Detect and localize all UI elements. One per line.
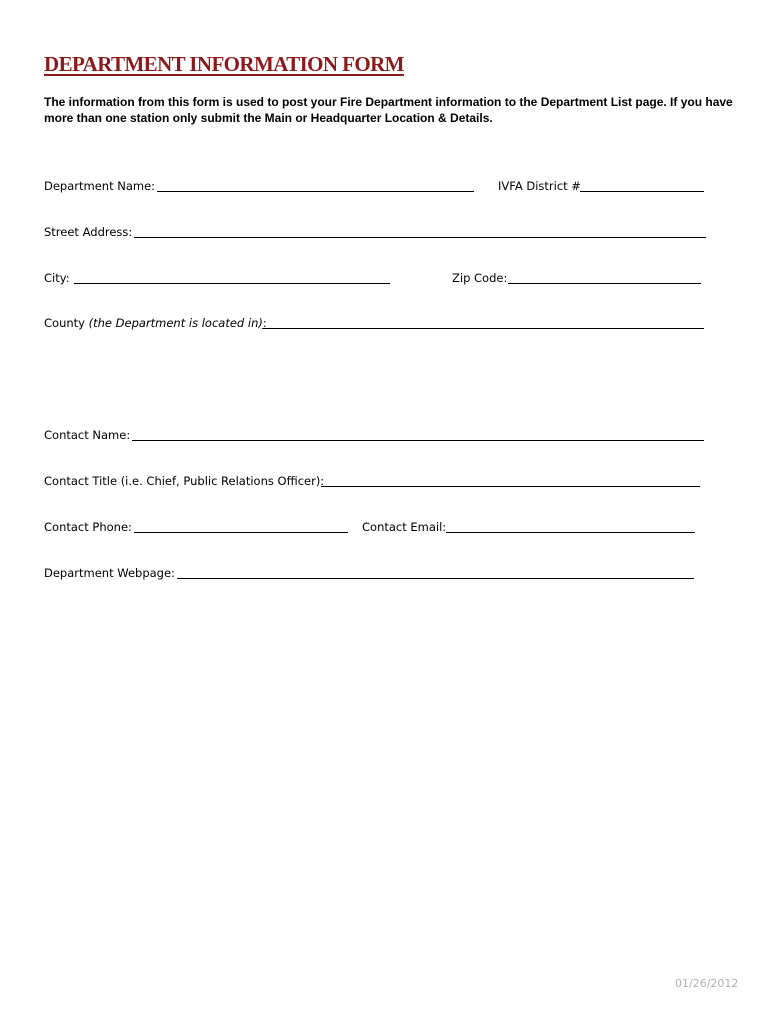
contact-phone-field[interactable] [134, 519, 348, 533]
page-title: DEPARTMENT INFORMATION FORM [44, 52, 404, 76]
county-field[interactable] [262, 315, 704, 329]
contact-email-label: Contact Email: [362, 520, 447, 534]
county-label-colon: : [262, 316, 267, 330]
department-webpage-field[interactable] [177, 565, 694, 579]
footer-date: 01/26/2012 [675, 977, 739, 990]
zip-code-label: Zip Code: [452, 271, 508, 285]
contact-title-field[interactable] [321, 473, 700, 487]
contact-name-row [44, 427, 734, 443]
ivfa-district-field[interactable] [580, 178, 704, 192]
city-label: City: [44, 271, 70, 285]
contact-email-field[interactable] [446, 519, 695, 533]
county-label [44, 315, 267, 331]
department-webpage-row [44, 565, 734, 581]
street-address-field[interactable] [134, 224, 706, 238]
county-label-text: County [44, 316, 89, 330]
ivfa-district-label: IVFA District # [498, 179, 581, 193]
county-row [44, 315, 734, 331]
department-webpage-label: Department Webpage: [44, 566, 175, 580]
department-name-field[interactable] [157, 178, 474, 192]
intro-paragraph: The information from this form is used to post your Fire Department information to the Department List page. If you have more than one station only submit the Main or Headquarter Location & Details. [44, 95, 733, 125]
street-address-label: Street Address: [44, 225, 133, 239]
zip-code-field[interactable] [508, 270, 701, 284]
city-zip-row [44, 270, 734, 286]
city-field[interactable] [74, 270, 390, 284]
department-name-label: Department Name: [44, 179, 156, 193]
contact-name-field[interactable] [132, 427, 704, 441]
street-address-row [44, 224, 734, 240]
department-name-row [44, 178, 734, 194]
county-label-note: (the Department is located in) [88, 316, 263, 330]
contact-title-row [44, 473, 734, 489]
contact-name-label: Contact Name: [44, 428, 131, 442]
contact-title-label: Contact Title (i.e. Chief, Public Relations Officer): [44, 474, 325, 488]
contact-phone-email-row [44, 519, 734, 535]
contact-phone-label: Contact Phone: [44, 520, 132, 534]
